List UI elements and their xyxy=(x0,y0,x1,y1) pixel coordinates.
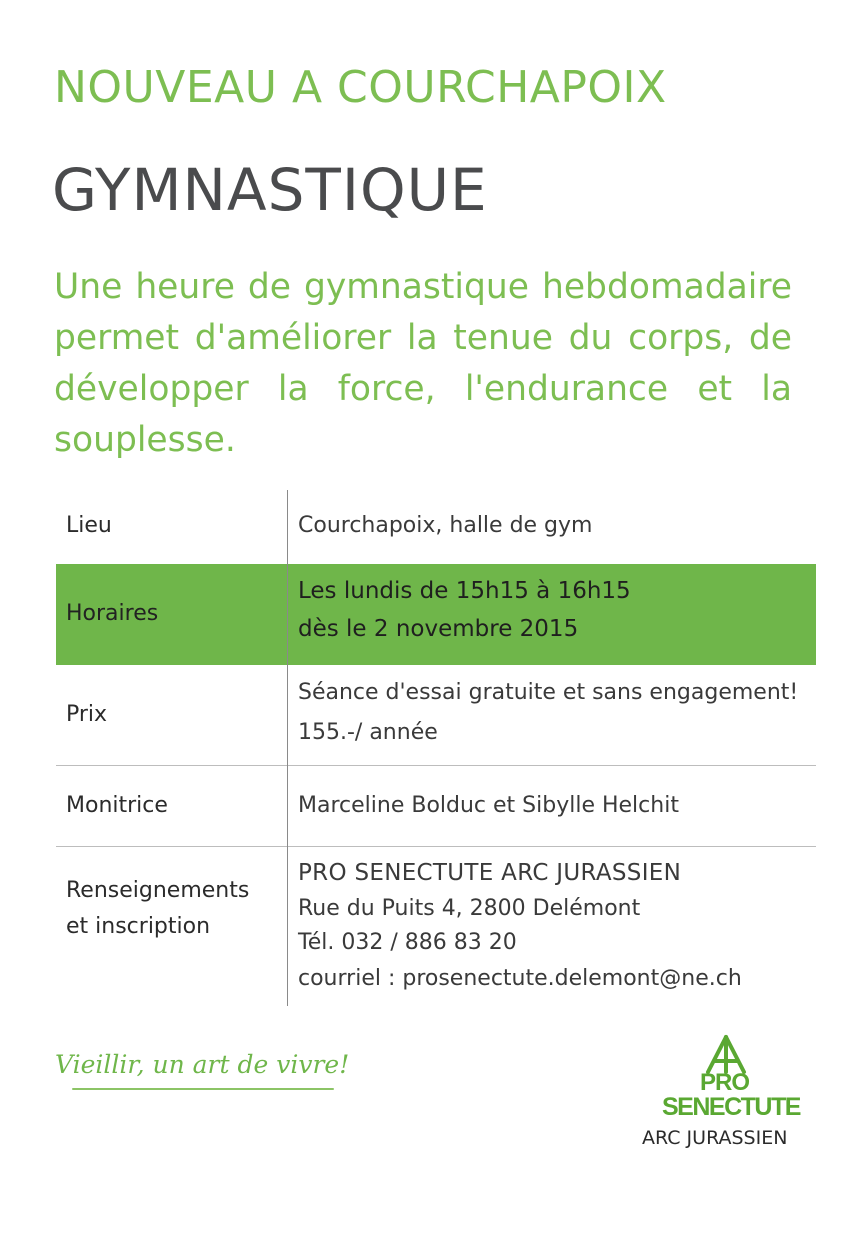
row-label-renseignements-1: Renseignements xyxy=(66,878,250,903)
slogan-underline xyxy=(72,1088,334,1090)
headline: NOUVEAU A COURCHAPOIX xyxy=(54,62,667,113)
slogan: Vieillir, un art de vivre! xyxy=(55,1050,350,1079)
pro-senectute-logo xyxy=(642,1034,812,1154)
row-value-organisation: PRO SENECTUTE ARC JURASSIEN xyxy=(298,860,682,886)
table-row-renseignements xyxy=(56,847,816,1007)
table-column-divider xyxy=(287,490,288,1006)
logo-text-arc-jurassien: ARC JURASSIEN xyxy=(642,1127,788,1149)
row-value-address: Rue du Puits 4, 2800 Delémont xyxy=(298,896,641,921)
row-label-renseignements-2: et inscription xyxy=(66,914,211,939)
info-table xyxy=(56,490,816,1010)
row-label-horaires: Horaires xyxy=(66,601,159,626)
row-value-phone: Tél. 032 / 886 83 20 xyxy=(298,930,517,955)
logo-text-senectute: SENECTUTE xyxy=(662,1093,800,1121)
row-value-prix-2: 155.-/ année xyxy=(298,720,438,745)
table-row-monitrice xyxy=(56,766,816,846)
row-label-monitrice: Monitrice xyxy=(66,793,168,818)
row-value-horaires-1: Les lundis de 15h15 à 16h15 xyxy=(298,578,631,604)
page-title: GYMNASTIQUE xyxy=(52,156,488,224)
pro-senectute-figure-icon xyxy=(694,1034,758,1074)
table-row-lieu xyxy=(56,490,816,564)
intro-paragraph: Une heure de gymnastique hebdomadaire permet d'améliorer la tenue du corps, de développer la force, l'endurance et la souplesse. xyxy=(54,267,792,460)
table-row-prix xyxy=(56,665,816,765)
row-value-email: courriel : prosenectute.delemont@ne.ch xyxy=(298,966,742,991)
row-label-prix: Prix xyxy=(66,702,108,727)
table-row-horaires xyxy=(56,564,816,665)
row-value-monitrice: Marceline Bolduc et Sibylle Helchit xyxy=(298,793,679,818)
row-label-lieu: Lieu xyxy=(66,513,112,538)
row-value-prix-1: Séance d'essai gratuite et sans engagement! xyxy=(298,680,799,705)
row-value-horaires-2: dès le 2 novembre 2015 xyxy=(298,616,579,642)
row-value-lieu: Courchapoix, halle de gym xyxy=(298,513,593,538)
logo-text-pro: PRO xyxy=(700,1069,750,1096)
